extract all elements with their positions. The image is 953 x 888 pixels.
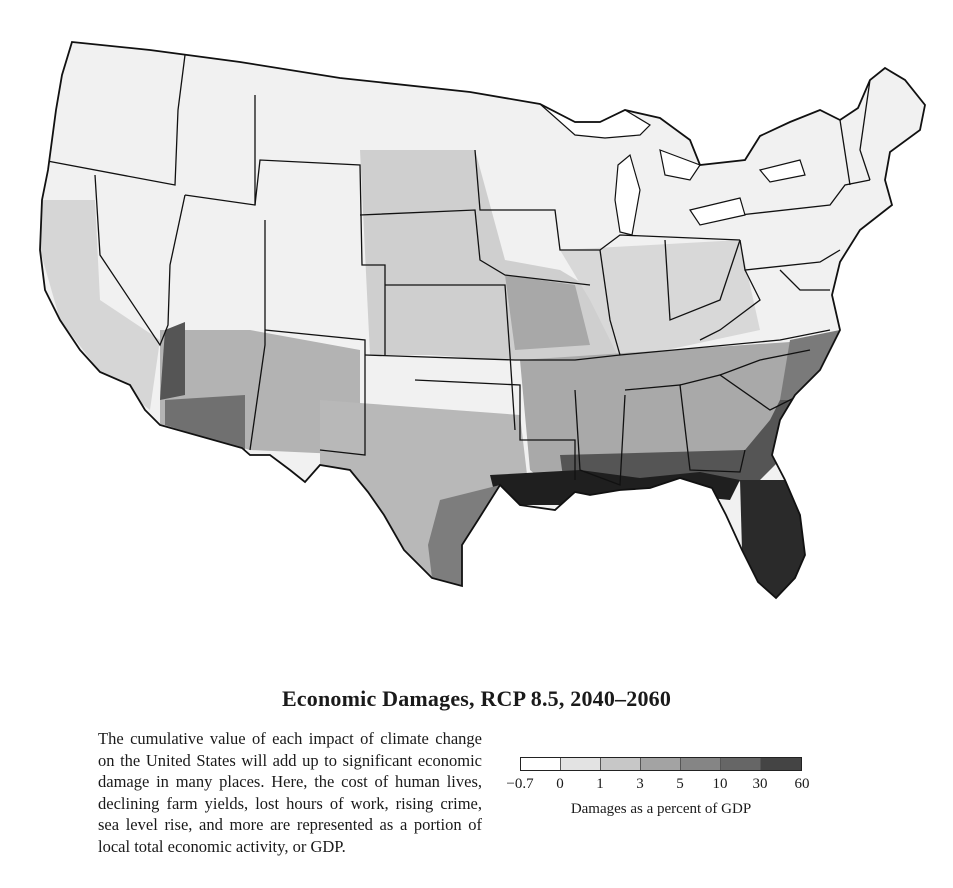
map-title: Economic Damages, RCP 8.5, 2040–2060 [281, 686, 672, 711]
legend [470, 752, 850, 832]
legend-title: Damages as a percent of GDP [570, 801, 752, 817]
legend-tick-3: 1 [596, 776, 604, 792]
legend-bin-2 [561, 758, 601, 770]
us-county-map [30, 30, 930, 610]
legend-bin-1 [521, 758, 561, 770]
legend-bin-3 [601, 758, 641, 770]
legend-bin-5 [681, 758, 721, 770]
legend-bin-6 [721, 758, 761, 770]
legend-tick-5: 5 [676, 776, 684, 792]
florida-shading [740, 480, 805, 598]
gulf-coast-darkest-shading [490, 470, 740, 505]
map-caption: The cumulative value of each impact of climate change on the United States will add up to significant economic damage in many places. Here, the cost of human lives, declining farm yields, lost hours of work, rising crime, sea level rise, and more are represented as a portion of local total economic activity, or GDP. [98, 729, 482, 856]
legend-tick-1: −0.7 [506, 776, 534, 792]
legend-tick-2: 0 [556, 776, 564, 792]
texas-shading [320, 400, 530, 586]
legend-tick-7: 30 [752, 776, 768, 792]
legend-bin-4 [641, 758, 681, 770]
legend-tick-8: 60 [794, 776, 810, 792]
legend-color-bar [520, 757, 802, 771]
county-shading [30, 30, 930, 610]
legend-tick-4: 3 [636, 776, 644, 792]
arizona-dark-shading [165, 395, 245, 450]
legend-tick-6: 10 [712, 776, 728, 792]
legend-bin-7 [761, 758, 801, 770]
